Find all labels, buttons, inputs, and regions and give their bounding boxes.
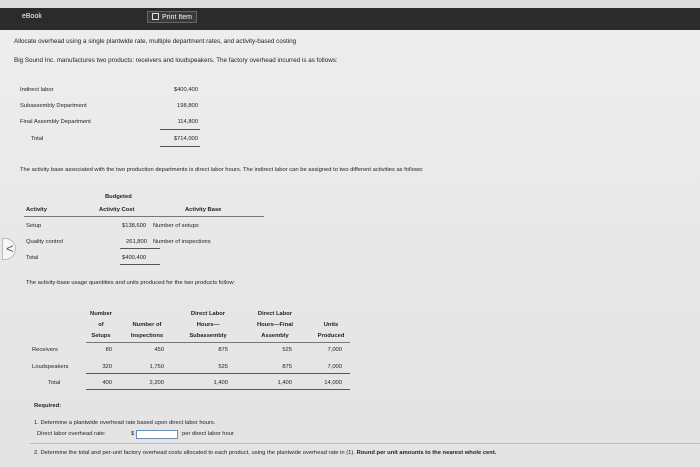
overhead-row-value: $400,400 <box>173 87 198 93</box>
overhead-row-label: Indirect labor <box>20 87 54 93</box>
usage-header-setups-1: Number <box>90 311 112 317</box>
usage-intro: The activity-base usage quantities and units produced for the two products follow: <box>26 280 236 286</box>
usage-total-dl-final: 1,400 <box>277 380 292 386</box>
activity-total-rule <box>120 264 160 265</box>
overhead-row-label: Subassembly Department <box>20 103 87 109</box>
plantwide-rate-input[interactable] <box>136 430 178 439</box>
usage-row-dl-final: 525 <box>282 347 292 353</box>
usage-row-setups: 80 <box>105 347 112 353</box>
overhead-total-label: Total <box>31 136 44 142</box>
usage-header-rule <box>86 342 350 343</box>
usage-header-dl-sub-2: Hours— <box>196 322 220 328</box>
usage-total-units: 14,000 <box>324 380 342 386</box>
usage-header-units-1: Units <box>323 322 339 328</box>
top-bar <box>0 8 700 30</box>
activity-intro: The activity base associated with the two production departments is direct labor hours. The indirect labor can be assigned to two different activities as follows: <box>20 167 424 173</box>
usage-total-setups: 400 <box>102 380 112 386</box>
activity-header-base: Activity Base <box>185 207 222 213</box>
activity-header-cost: Activity Cost <box>99 207 135 213</box>
usage-header-inspections-1: Number of <box>132 322 162 328</box>
activity-row-base: Number of inspections <box>153 239 211 245</box>
problem-intro: Big Sound Inc. manufactures two products: receivers and loudspeakers. The factory overhead incurred is as follows: <box>14 57 338 64</box>
problem-page <box>0 30 700 467</box>
activity-row-cost: 261,800 <box>126 239 147 245</box>
question-2 <box>34 450 496 456</box>
usage-row-dl-final: 875 <box>282 364 292 370</box>
usage-header-units-2: Produced <box>317 333 345 339</box>
usage-row-dl-sub: 525 <box>218 364 228 370</box>
overhead-total-rule <box>160 146 200 147</box>
usage-row-setups: 320 <box>102 364 112 370</box>
previous-arrow-button[interactable] <box>2 238 16 260</box>
usage-row-inspections: 450 <box>154 347 164 353</box>
overhead-subtotal-rule <box>160 129 200 130</box>
problem-title: Allocate overhead using a single plantwide rate, multiple department rates, and activity-based costing <box>14 38 297 45</box>
usage-header-setups-3: Setups <box>91 333 111 339</box>
usage-header-dl-final-2: Hours—Final <box>256 322 294 328</box>
activity-row-name: Quality control <box>26 239 64 245</box>
usage-row-label: Loudspeakers <box>32 364 69 370</box>
activity-header-budgeted: Budgeted <box>105 194 132 200</box>
print-item-label: Print Item <box>162 14 192 21</box>
usage-row-dl-sub: 875 <box>218 347 228 353</box>
usage-header-dl-sub-3: Subassembly <box>189 333 227 339</box>
usage-header-dl-final-3: Assembly <box>261 333 289 339</box>
activity-row-base: Number of setups <box>153 223 199 229</box>
activity-total-label: Total <box>26 255 39 261</box>
print-icon <box>152 13 159 20</box>
usage-row-units: 7,000 <box>327 364 342 370</box>
print-item-button[interactable] <box>147 11 197 23</box>
usage-header-dl-sub-1: Direct Labor <box>190 311 226 317</box>
activity-subtotal-rule <box>120 248 160 249</box>
usage-header-inspections-2: Inspections <box>130 333 164 339</box>
usage-row-units: 7,000 <box>327 347 342 353</box>
usage-subtotal-rule <box>86 373 350 374</box>
required-heading: Required: <box>34 403 62 409</box>
usage-total-inspections: 2,200 <box>149 380 164 386</box>
q1-currency: $ <box>131 431 135 437</box>
ebook-label[interactable]: eBook <box>22 13 42 20</box>
question-2-text: 2. Determine the total and per-unit factory overhead costs allocated to each product, using the plantwide overhead rate in (1). <box>34 450 355 456</box>
usage-row-label: Receivers <box>32 347 58 353</box>
overhead-row-value: 198,800 <box>177 103 198 109</box>
activity-row-name: Setup <box>26 223 42 229</box>
overhead-row-label: Final Assembly Department <box>20 119 91 125</box>
usage-total-rule <box>86 389 350 390</box>
activity-row-cost: $138,600 <box>122 223 147 229</box>
question-1: 1. Determine a plantwide overhead rate based upon direct labor hours. <box>34 420 216 426</box>
usage-row-inspections: 1,750 <box>149 364 164 370</box>
activity-total-cost: $400,400 <box>122 255 147 261</box>
usage-header-setups-2: of <box>98 322 104 328</box>
overhead-row-value: 114,800 <box>177 119 198 125</box>
usage-total-dl-sub: 1,400 <box>213 380 228 386</box>
activity-header-rule <box>24 216 264 217</box>
question-2-rounding: Round per unit amounts to the nearest whole cent. <box>356 450 497 456</box>
q1-suffix: per direct labor hour <box>182 431 234 437</box>
activity-header-activity: Activity <box>26 207 47 213</box>
chevron-left-icon: < <box>6 241 14 256</box>
q1-label: Direct labor overhead rate: <box>37 431 106 437</box>
usage-header-dl-final-1: Direct Labor <box>257 311 293 317</box>
usage-total-label: Total <box>48 380 61 386</box>
question-divider <box>30 443 700 444</box>
overhead-total-value: $714,000 <box>173 136 198 142</box>
